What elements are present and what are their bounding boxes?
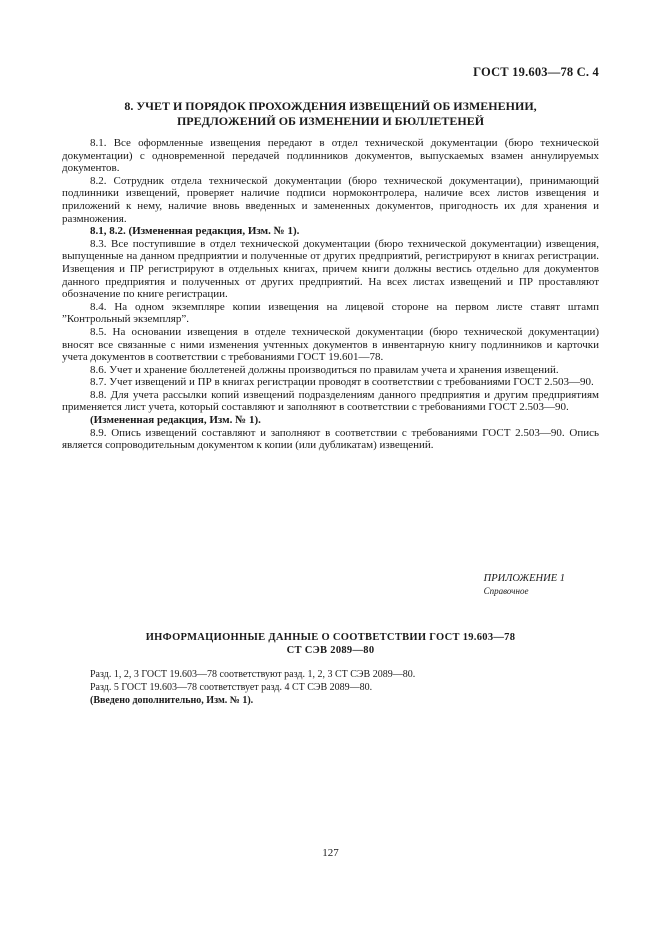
info-line-3: (Введено дополнительно, Изм. № 1). bbox=[90, 695, 254, 706]
appendix-title: ПРИЛОЖЕНИЕ 1 bbox=[483, 573, 565, 584]
paragraph-8-4: 8.4. На одном экземпляре копии извещения на лицевой стороне на первом листе ставят штамп ”Контрольный экземпляр”. bbox=[62, 300, 599, 326]
paragraph-8-2: 8.2. Сотрудник отдела технической документации (бюро технической документации), принимающий подлинники извещений, проверяет наличие подписи нормоконтролера, наличие всех листов извещения и приложений к нему, наличие вновь введенных и замененных документов, пригодность их для хранения и размножения. bbox=[62, 174, 599, 225]
paragraph-8-9: 8.9. Опись извещений составляют и заполняют в соответствии с требованиями ГОСТ 2.503—90. Опись является сопроводительным документом к копии (или дубликатам) извещений. bbox=[62, 426, 599, 452]
section-body bbox=[62, 137, 599, 452]
appendix-subtitle: Справочное bbox=[483, 586, 529, 596]
paragraph-8-8: 8.8. Для учета рассылки копий извещений подразделениям данного предприятия и другим предприятиям применяется лист учета, который составляют и заполняют в соответствии с требованиями ГОСТ 2.503—90. bbox=[62, 388, 599, 414]
info-line-1: Разд. 1, 2, 3 ГОСТ 19.603—78 соответствуют разд. 1, 2, 3 СТ СЭВ 2089—80. bbox=[90, 669, 416, 680]
paragraph-8-7: 8.7. Учет извещений и ПР в книгах регистрации проводят в соответствии с требованиями ГОСТ 2.503—90. bbox=[90, 376, 594, 389]
paragraph-8-6: 8.6. Учет и хранение бюллетеней должны производиться по правилам учета и хранения извещений. bbox=[90, 363, 559, 376]
paragraph-8-3: 8.3. Все поступившие в отдел технической документации (бюро технической документации) извещения, выпущенные на данном предприятии и полученные от других предприятий, регистрируют в книгах регистрации. Извещения и ПР регистрируют в отдельных книгах, причем книги должны вестись отдельно для документов данного предприятия и полученных от других предприятий. На всех листах извещений и ПР проставляют обозначение по книге регистрации. bbox=[62, 237, 599, 301]
section-title-line-1: 8. УЧЕТ И ПОРЯДОК ПРОХОЖДЕНИЯ ИЗВЕЩЕНИЙ ОБ ИЗМЕНЕНИИ, bbox=[124, 99, 537, 113]
section-title bbox=[62, 99, 599, 129]
info-body bbox=[90, 668, 590, 707]
amendment-note-2: (Измененная редакция, Изм. № 1). bbox=[90, 414, 261, 427]
info-line-2: Разд. 5 ГОСТ 19.603—78 соответствует разд. 4 СТ СЭВ 2089—80. bbox=[90, 682, 373, 693]
page-header: ГОСТ 19.603—78 С. 4 bbox=[473, 65, 599, 79]
info-title-line-2: СТ СЭВ 2089—80 bbox=[286, 645, 375, 656]
info-title bbox=[62, 631, 599, 657]
appendix-label bbox=[484, 572, 565, 598]
paragraph-8-1: 8.1. Все оформленные извещения передают в отдел технической документации (бюро технической документации) с одновременной передачей подлинников документов, выпускаемых взамен аннулируемых документов. bbox=[62, 137, 599, 175]
section-title-line-2: ПРЕДЛОЖЕНИЙ ОБ ИЗМЕНЕНИИ И БЮЛЛЕТЕНЕЙ bbox=[176, 114, 485, 128]
info-title-line-1: ИНФОРМАЦИОННЫЕ ДАННЫЕ О СООТВЕТСТВИИ ГОСТ 19.603—78 bbox=[145, 632, 516, 643]
page-number: 127 bbox=[322, 847, 339, 859]
amendment-note-1: 8.1, 8.2. (Измененная редакция, Изм. № 1). bbox=[90, 225, 300, 238]
paragraph-8-5: 8.5. На основании извещения в отделе технической документации (бюро технической документации) вносят все связанные с ними изменения учтенных документов в инвентарную книгу подлинников и карточки учета документов в соответствии с требованиями ГОСТ 19.601—78. bbox=[62, 325, 599, 364]
